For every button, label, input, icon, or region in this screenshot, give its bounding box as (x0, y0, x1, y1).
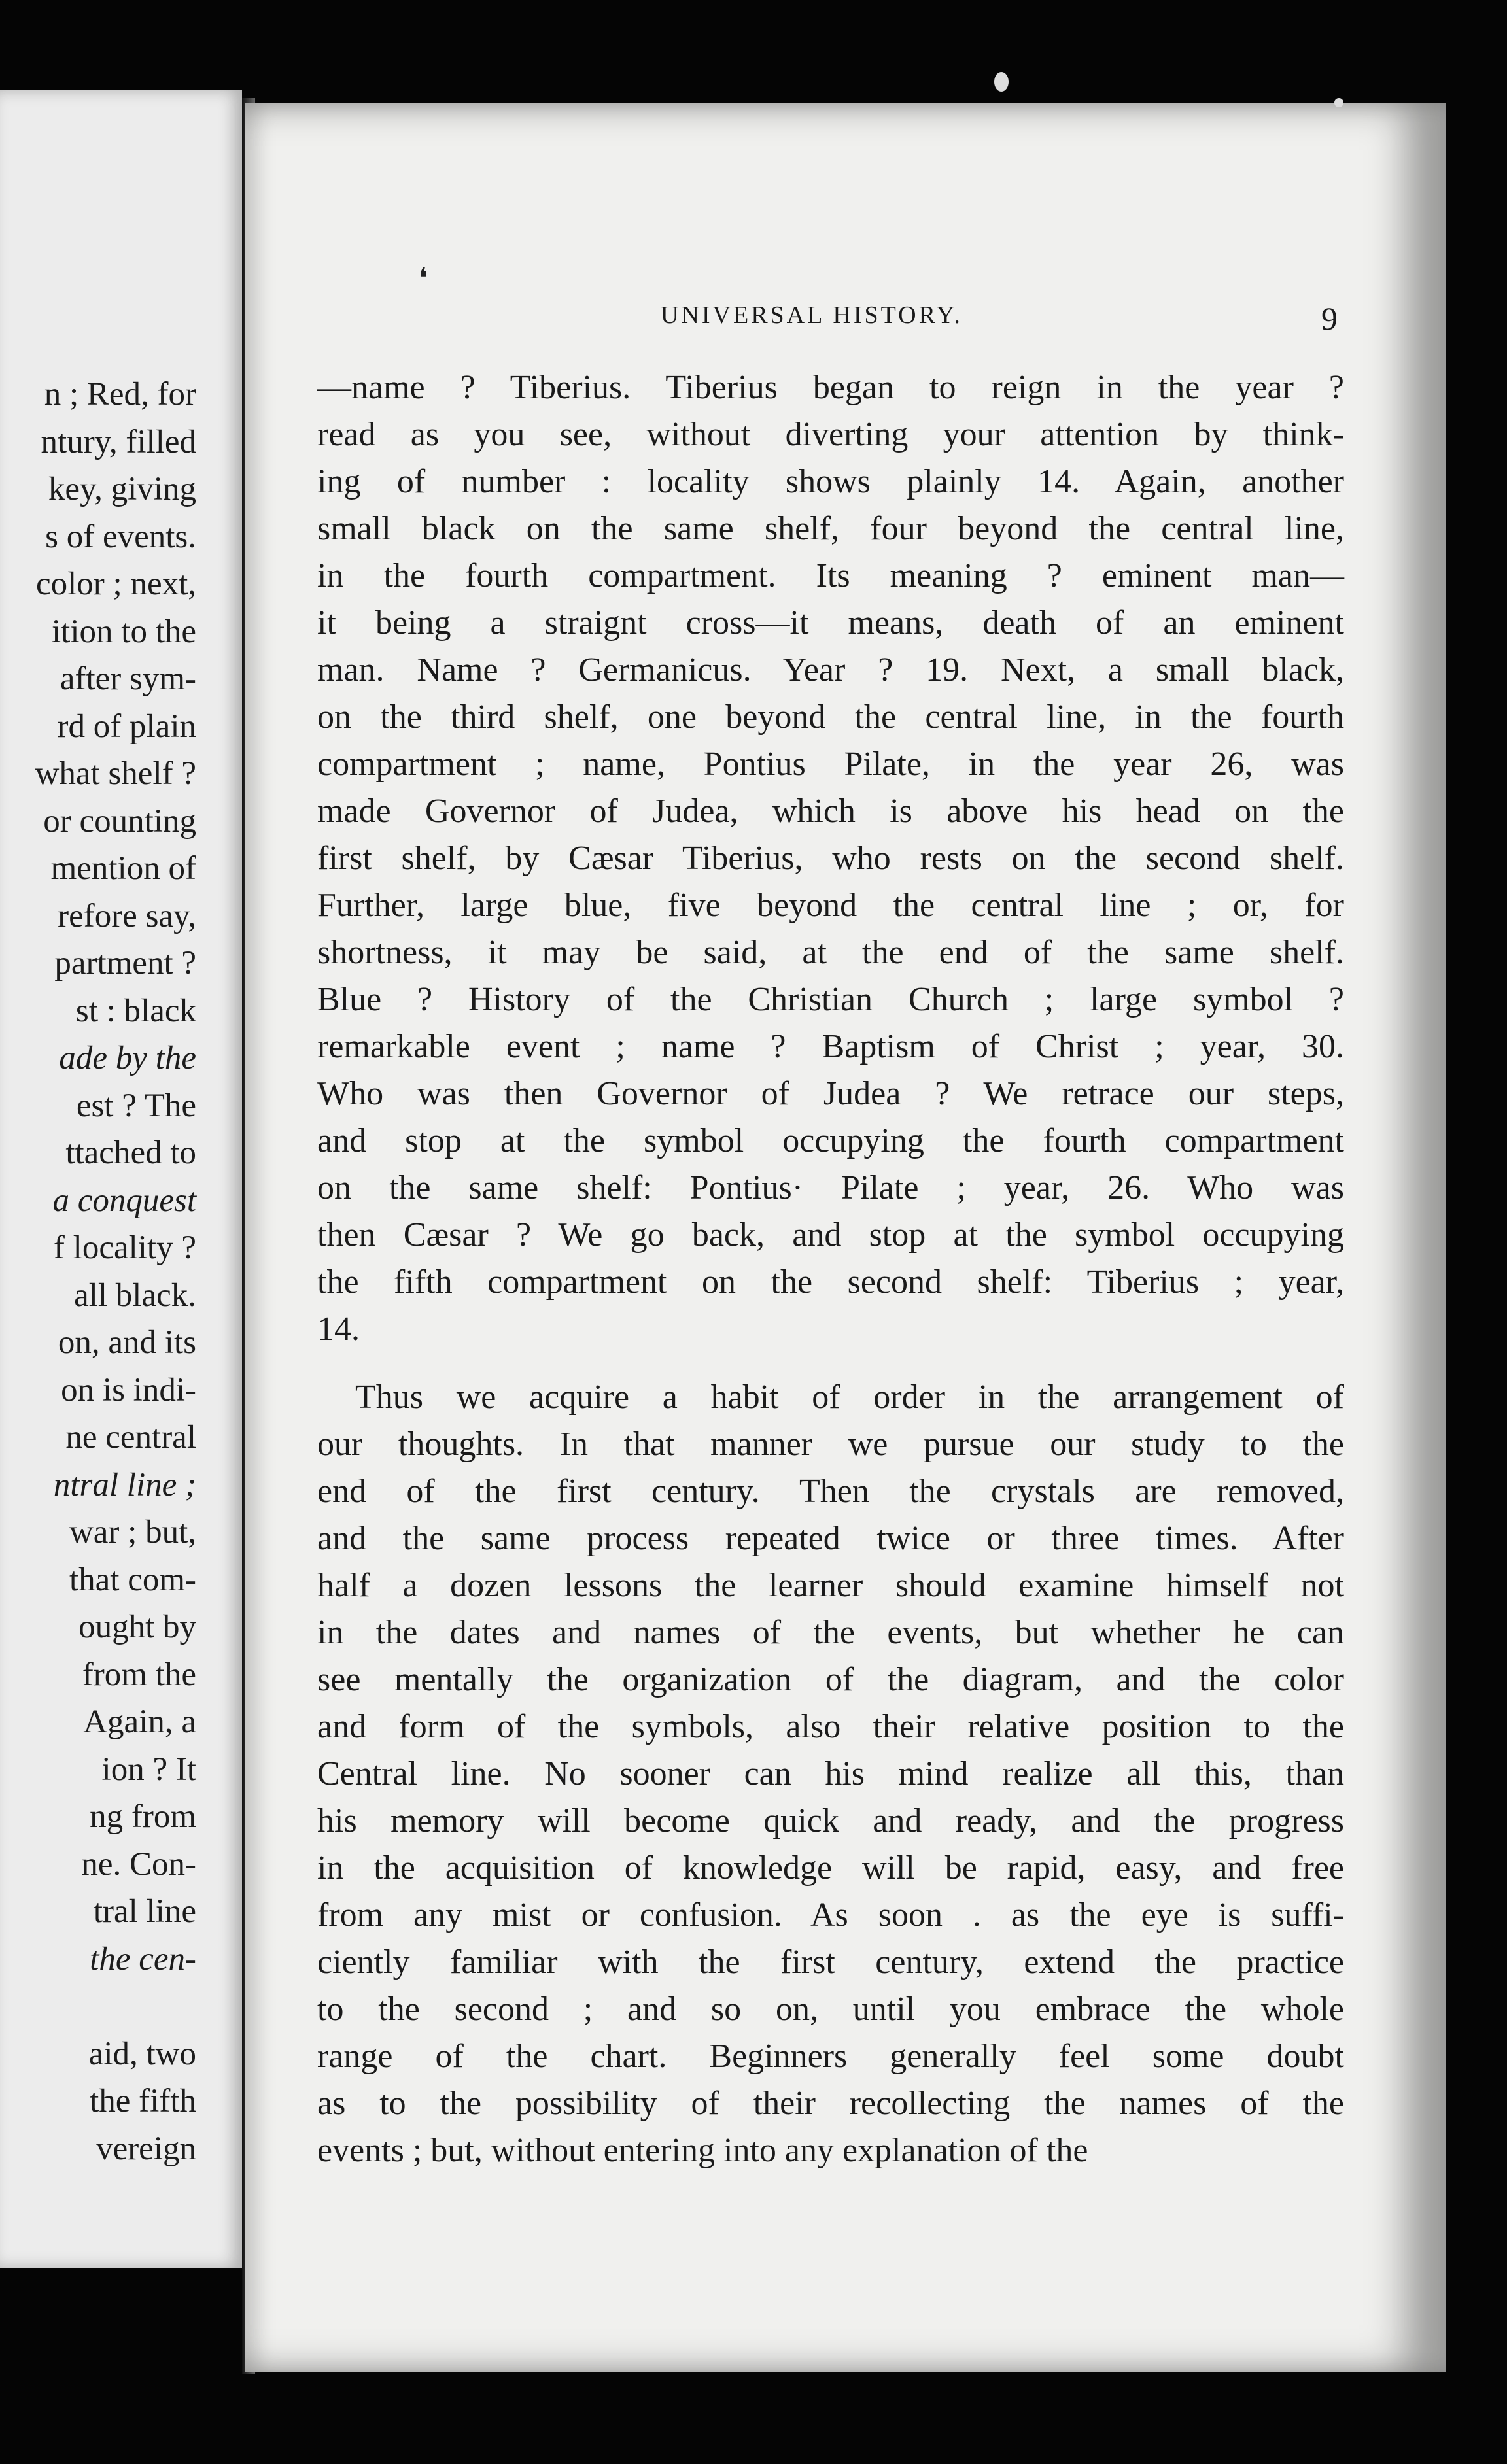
left-page-line: ought by (78, 1609, 196, 1645)
left-page-line: the cen- (90, 1940, 196, 1977)
body-text (317, 364, 1344, 2174)
left-page-line: from the (82, 1656, 196, 1693)
text-line: and form of the symbols, also their relative position to the (317, 1708, 1344, 1745)
left-page-line: ition to the (52, 613, 196, 650)
text-line: small black on the same shelf, four beyond the central line, (317, 510, 1344, 547)
text-line: compartment ; name, Pontius Pilate, in the year 26, was (317, 745, 1344, 783)
left-page-line: what shelf ? (35, 755, 196, 792)
text-line: on the same shelf: Pontius· Pilate ; year, 26. Who was (317, 1169, 1344, 1206)
text-line: man. Name ? Germanicus. Year ? 19. Next, a small black, (317, 651, 1344, 689)
text-line: and stop at the symbol occupying the fourth compartment (317, 1122, 1344, 1159)
text-line: see mentally the organization of the diagram, and the color (317, 1661, 1344, 1698)
text-line: —name ? Tiberius. Tiberius began to reign in the year ? (317, 369, 1344, 406)
left-page-line: vereign (96, 2130, 196, 2167)
left-page-line: mention of (50, 850, 196, 887)
left-page-line: refore say, (58, 897, 196, 934)
left-page-line: partment ? (54, 945, 196, 982)
text-line: range of the chart. Beginners generally feel some doubt (317, 2038, 1344, 2075)
left-page-line: the fifth (90, 2083, 196, 2119)
left-page-line: or counting (43, 802, 196, 840)
running-head: UNIVERSAL HISTORY. (661, 301, 963, 329)
paper-speck (1334, 98, 1343, 107)
left-page-line: on, and its (58, 1324, 196, 1361)
left-page-line: Again, a (83, 1703, 196, 1740)
text-line: as to the possibility of their recollecting the names of the (317, 2085, 1344, 2122)
text-line: in the dates and names of the events, but whether he can (317, 1614, 1344, 1651)
left-page-line: war ; but, (69, 1514, 196, 1550)
text-line: Central line. No sooner can his mind realize all this, than (317, 1755, 1344, 1792)
left-page-line: s of events. (45, 518, 196, 555)
text-line: Who was then Governor of Judea ? We retrace our steps, (317, 1075, 1344, 1112)
text-line: to the second ; and so on, until you embrace the whole (317, 1991, 1344, 2028)
left-page-line: est ? The (76, 1087, 196, 1124)
left-page-line: that com- (69, 1561, 196, 1598)
text-line: in the acquisition of knowledge will be rapid, easy, and free (317, 1849, 1344, 1887)
text-line: his memory will become quick and ready, and the progress (317, 1802, 1344, 1839)
left-page-line: ttached to (65, 1135, 196, 1171)
left-page-line: ng from (90, 1798, 196, 1835)
text-line: it being a straignt cross—it means, death of an eminent (317, 604, 1344, 642)
text-line: the fifth compartment on the second shelf: Tiberius ; year, (317, 1263, 1344, 1301)
text-line: made Governor of Judea, which is above his head on the (317, 793, 1344, 830)
text-line: in the fourth compartment. Its meaning ? eminent man— (317, 557, 1344, 594)
text-line: shortness, it may be said, at the end of the same shelf. (317, 934, 1344, 971)
left-page-line: st : black (75, 992, 196, 1029)
text-line: events ; but, without entering into any explanation of the (317, 2132, 1088, 2169)
text-line: Further, large blue, five beyond the central line ; or, for (317, 887, 1344, 924)
left-page-line: a conquest (52, 1182, 196, 1219)
text-line: half a dozen lessons the learner should examine himself not (317, 1567, 1344, 1604)
text-line: read as you see, without diverting your attention by think- (317, 416, 1344, 453)
text-line: end of the first century. Then the crystals are removed, (317, 1473, 1344, 1510)
left-page-line: ade by the (59, 1040, 196, 1076)
text-line: and the same process repeated twice or three times. After (317, 1520, 1344, 1557)
paper-speck (994, 72, 1009, 92)
text-line: then Cæsar ? We go back, and stop at the symbol occupying (317, 1216, 1344, 1254)
text-line: ing of number : locality shows plainly 14. Again, another (317, 463, 1344, 500)
text-line: our thoughts. In that manner we pursue our study to the (317, 1426, 1344, 1463)
left-page-line: ntury, filled (41, 423, 196, 460)
text-line: on the third shelf, one beyond the central line, in the fourth (317, 698, 1344, 736)
left-page-line: ion ? It (101, 1751, 196, 1788)
left-page-line: n ; Red, for (44, 376, 196, 413)
text-line: ciently familiar with the first century, extend the practice (317, 1943, 1344, 1981)
text-line: Thus we acquire a habit of order in the arrangement of (355, 1378, 1344, 1416)
left-page-line: tral line (93, 1893, 196, 1930)
left-page-line: aid, two (88, 2035, 196, 2072)
left-page-line: key, giving (48, 471, 196, 507)
text-line: first shelf, by Cæsar Tiberius, who rests on the second shelf. (317, 840, 1344, 877)
page-number: 9 (1321, 300, 1338, 337)
printer-ornament: ❛ (419, 262, 428, 294)
text-line: from any mist or confusion. As soon . as the eye is suffi- (317, 1896, 1344, 1934)
left-page-line: on is indi- (61, 1371, 196, 1409)
text-line: Blue ? History of the Christian Church ; large symbol ? (317, 981, 1344, 1018)
text-line: 14. (317, 1310, 360, 1348)
left-page-line: rd of plain (57, 708, 196, 745)
left-page-fragment (0, 90, 242, 2268)
paragraph-gap (317, 1353, 1344, 1374)
left-page-line: ntral line ; (53, 1466, 196, 1503)
left-page-line: f locality ? (53, 1229, 196, 1266)
left-page-line: color ; next, (35, 566, 196, 602)
left-page-line: after sym- (60, 660, 196, 697)
left-page-line: ne. Con- (81, 1845, 196, 1883)
left-page-line: all black. (74, 1276, 196, 1314)
left-page-line: ne central (65, 1419, 196, 1456)
text-line: remarkable event ; name ? Baptism of Christ ; year, 30. (317, 1028, 1344, 1065)
